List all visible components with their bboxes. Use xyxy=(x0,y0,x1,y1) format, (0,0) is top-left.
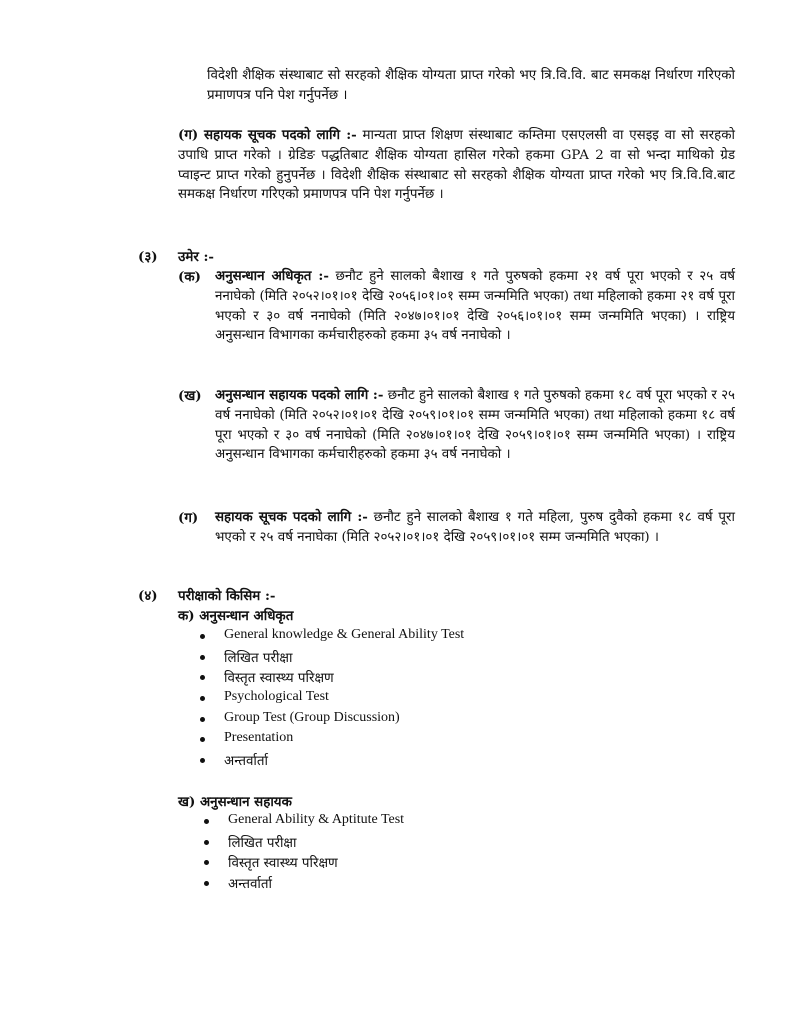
qualification-ga-heading: सहायक सूचक पदको लागि :- xyxy=(203,127,357,143)
age-item-kha xyxy=(215,386,735,465)
bullet-icon xyxy=(204,840,209,845)
section-exam-number: (४) xyxy=(138,588,158,604)
bullet-icon xyxy=(204,860,209,865)
section-exam-title: परीक्षाको किसिम :- xyxy=(178,588,276,604)
exam-group-ka-heading: क) अनुसन्धान अधिकृत xyxy=(178,608,294,624)
bullet-icon xyxy=(204,819,209,824)
bullet-icon xyxy=(200,758,205,763)
intro-text: विदेशी शैक्षिक संस्थाबाट सो सरहको शैक्षिक योग्यता प्राप्त गरेको भए त्रि.वि.वि. बाट समकक्ष निर्धारण गरिएको प्रमाणपत्र पनि पेश गर्नुपर्नेछ । xyxy=(207,68,735,103)
bullet-icon xyxy=(200,634,205,639)
age-item-ga-heading: सहायक सूचक पदको लागि :- xyxy=(215,509,368,525)
bullet-icon xyxy=(200,737,205,742)
bullet-icon xyxy=(204,881,209,886)
bullet-icon xyxy=(200,696,205,701)
qualification-ga-paragraph xyxy=(178,126,735,205)
bullet-icon xyxy=(200,655,205,660)
qualification-ga-text: मान्यता प्राप्त शिक्षण संस्थाबाट कम्तिमा एसएलसी वा एसइइ वा सो सरहको उपाधि प्राप्त गरेको । ग्रेडिङ पद्धतिबाट शैक्षिक योग्यता हासिल गरेको हकमा GPA 2 वा सो भन्दा माथिको ग्रेड प्वाइन्ट प्राप्त गरेको हुनुपर्नेछ । विदेशी शैक्षिक संस्थाबाट सो सरहको शैक्षिक योग्यता प्राप्त गरेको भए त्रि.वि.वि.बाट समकक्ष निर्धारण गरिएको प्रमाणपत्र पनि पेश गर्नुपर्नेछ । xyxy=(178,128,735,203)
age-item-ka-heading: अनुसन्धान अधिकृत :- xyxy=(215,268,329,284)
age-item-kha-label: (ख) xyxy=(178,388,202,404)
age-item-ka-label: (क) xyxy=(178,269,201,285)
section-age-title: उमेर :- xyxy=(178,249,214,265)
bullet-icon xyxy=(200,717,205,722)
age-item-ka-text: छनौट हुने सालको बैशाख १ गते पुरुषको हकमा २१ वर्ष पूरा भएको र २५ वर्ष ननाघेको (मिति २०५२।०१।०१ देखि २०५६।०१।०१ सम्म जन्ममिति भएका) तथा महिलाको हकमा २१ वर्ष पूरा भएको र ३० वर्ष ननाघेको (मिति २०४७।०१।०१ देखि २०५६।०१।०१ सम्म जन्ममिति भएका) । राष्ट्रिय अनुसन्धान विभागका कर्मचारीहरुको हकमा ३५ वर्ष ननाघेको । xyxy=(215,269,736,344)
exam-group-kha-heading: ख) अनुसन्धान सहायक xyxy=(178,794,292,810)
age-item-ga-text: छनौट हुने सालको बैशाख १ गते महिला, पुरुष दुवैको हकमा १८ वर्ष पूरा भएको र २५ वर्ष ननाघेका (मिति २०५२।०१।०१ देखि २०५९।०१।०१ सम्म जन्ममिति भएका) । xyxy=(215,510,735,545)
qualification-ga-label: (ग) xyxy=(178,127,199,143)
age-item-ga-label: (ग) xyxy=(178,510,199,526)
section-age-number: (३) xyxy=(138,249,158,265)
age-item-ka xyxy=(215,267,735,346)
age-item-ga xyxy=(215,508,735,548)
bullet-icon xyxy=(200,675,205,680)
intro-paragraph xyxy=(207,66,735,106)
age-item-kha-heading: अनुसन्धान सहायक पदको लागि :- xyxy=(215,387,384,403)
age-item-kha-text: छनौट हुने सालको बैशाख १ गते पुरुषको हकमा १८ वर्ष पूरा भएको र २५ वर्ष ननाघेको (मिति २०५२।०१।०१ देखि २०५९।०१।०१ सम्म जन्ममिति भएका) तथा महिलाको हकमा १८ वर्ष पूरा भएको र ३० वर्ष ननाघेको (मिति २०४७।०१।०१ देखि २०५९।०१।०१ सम्म जन्ममिति भएका) । राष्ट्रिय अनुसन्धान विभागका कर्मचारीहरुको हकमा ३५ वर्ष ननाघेको । xyxy=(215,388,735,463)
